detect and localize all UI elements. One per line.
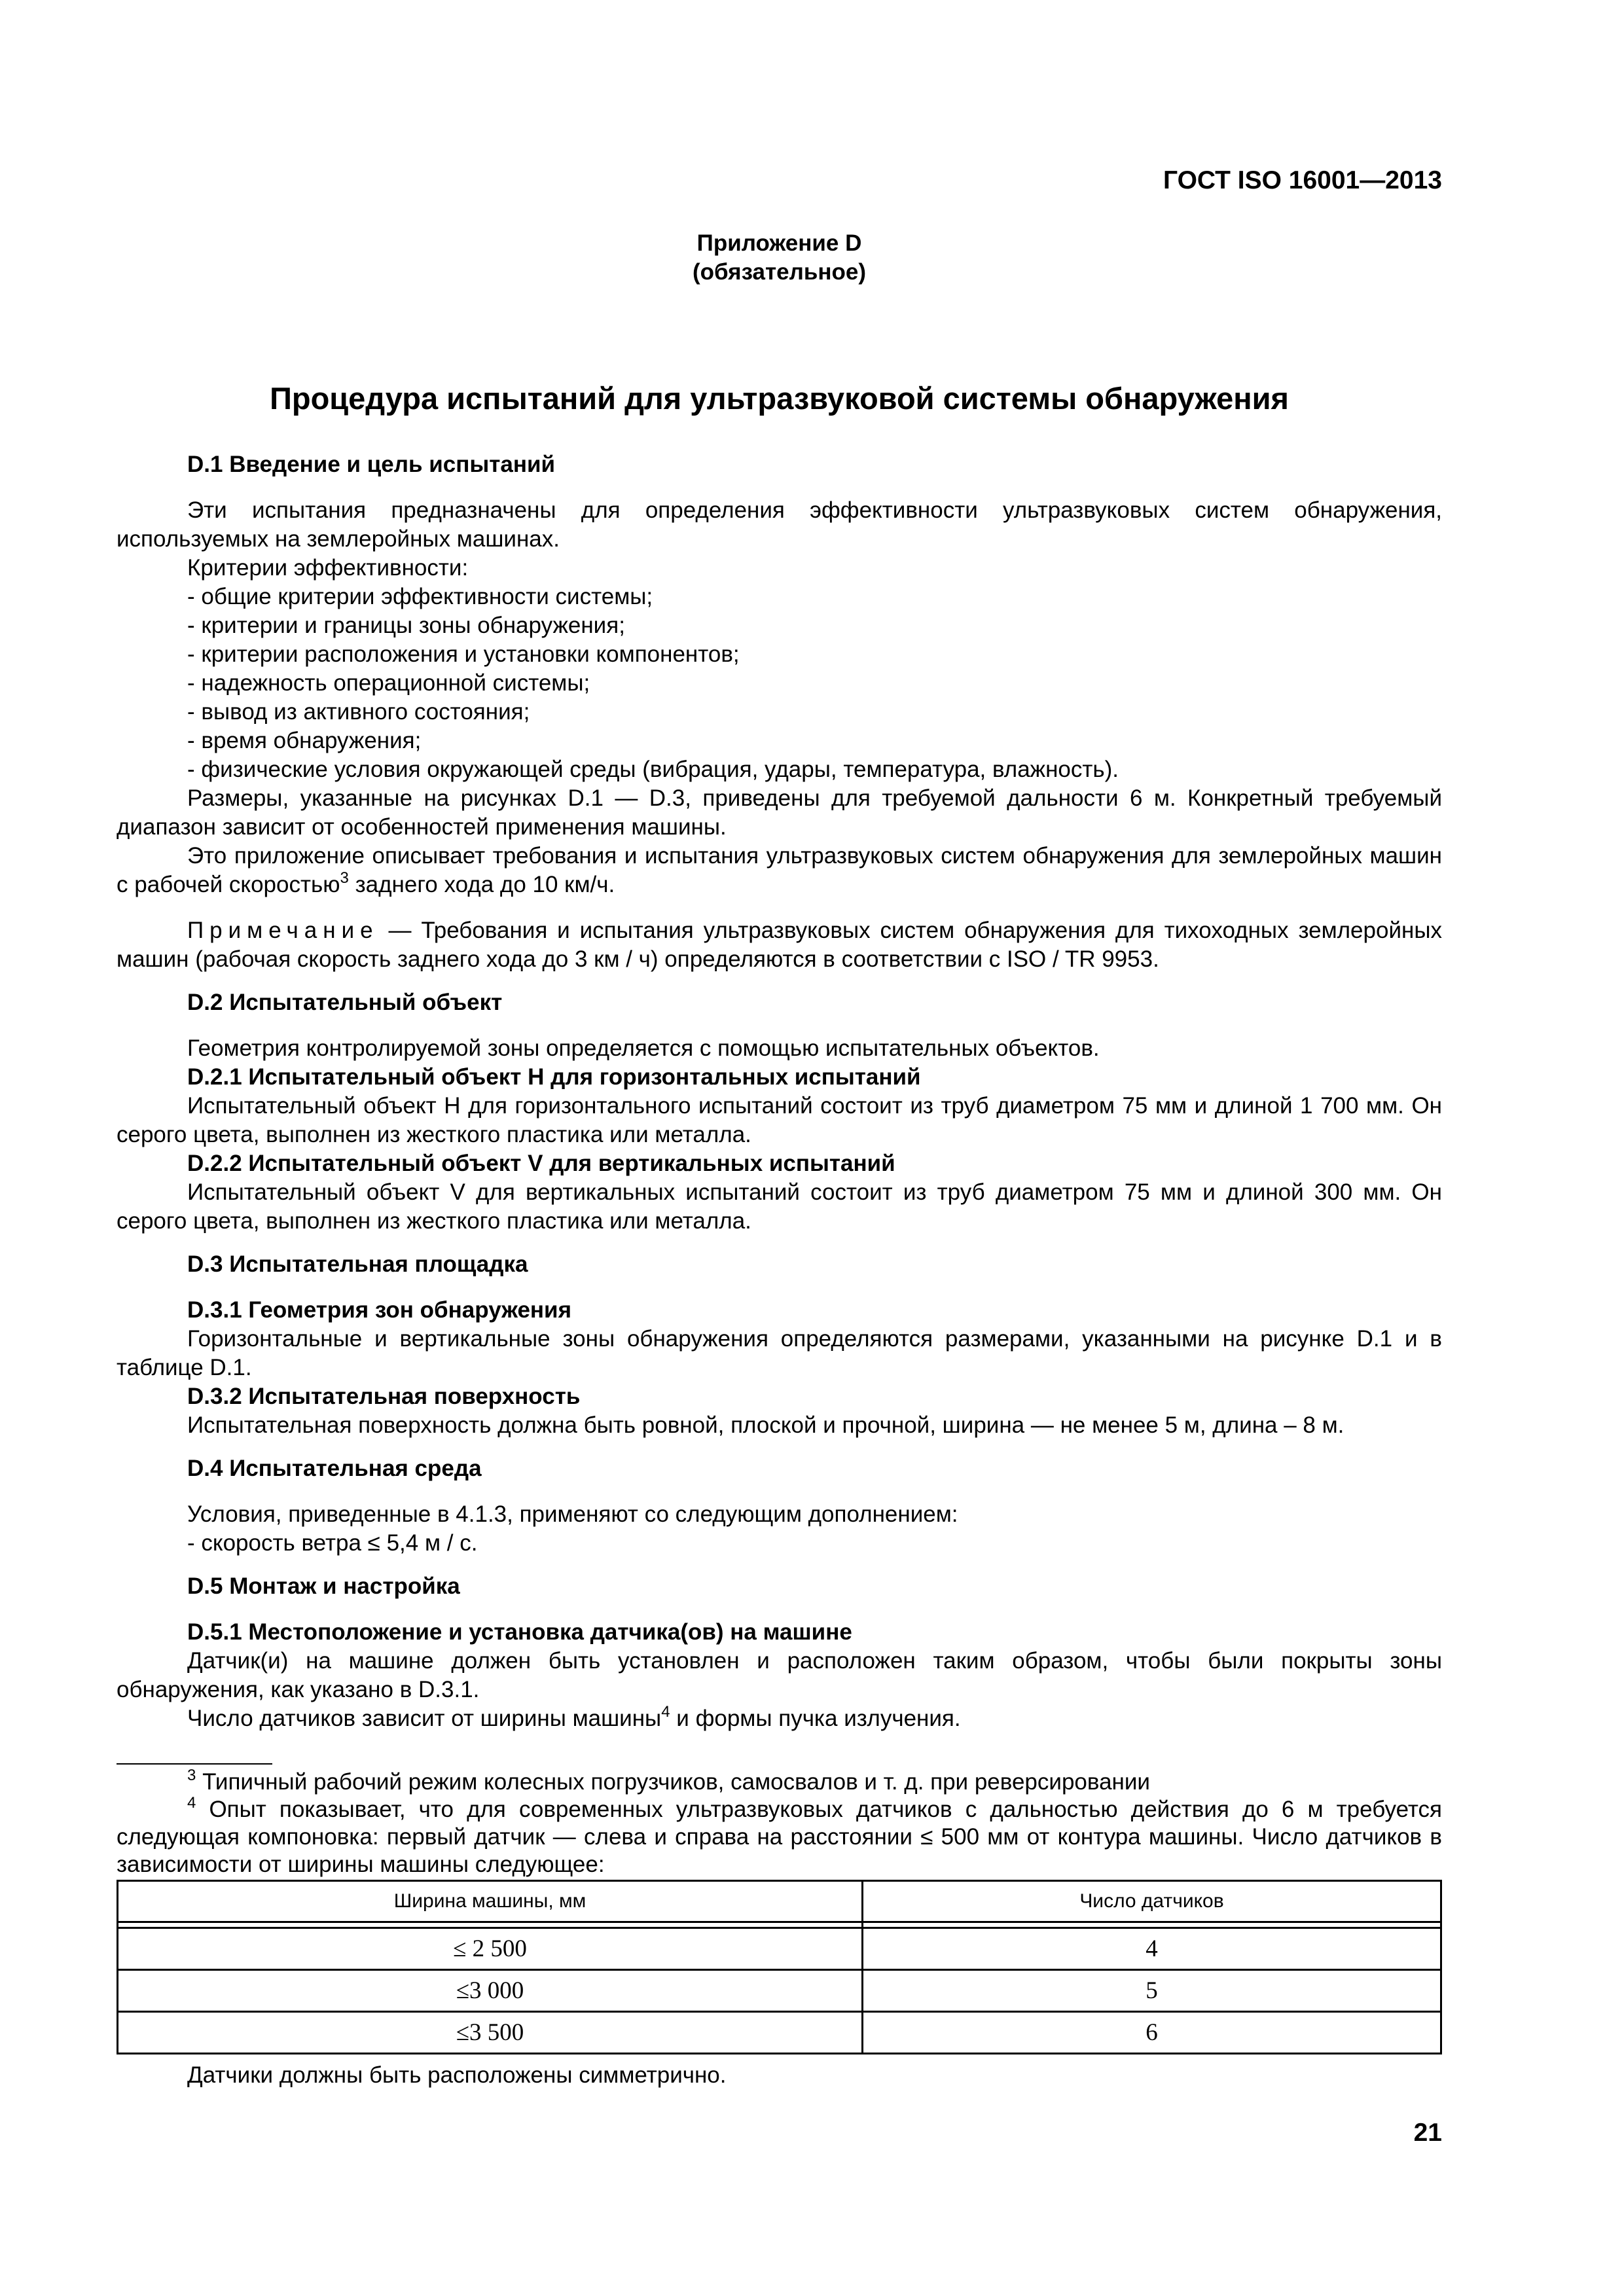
- footnote-text: Опыт показывает, что для современных ультразвуковых датчиков с дальностью действия до 6 м требуется следующая компоновка: первый датчик — слева и справа на расстоянии ≤ 500 мм от контура машины. Число датчиков в зависимости от ширины машины следующее:: [117, 1797, 1442, 1877]
- note: [117, 916, 1442, 974]
- paragraph-text: Число датчиков зависит от ширины машины: [187, 1706, 662, 1731]
- table-cell: ≤ 2 500: [118, 1928, 863, 1970]
- list-item: - время обнаружения;: [187, 728, 422, 753]
- note-label: Примечание: [187, 918, 379, 943]
- table-cell: 4: [863, 1928, 1441, 1970]
- document-body: [117, 446, 1442, 2090]
- sensor-table: [117, 1880, 1442, 2054]
- table-separator: [118, 1922, 1441, 1928]
- footnote-ref: 3: [340, 869, 349, 887]
- list-item: - надежность операционной системы;: [187, 670, 590, 696]
- section-heading-d3: D.3 Испытательная площадка: [187, 1251, 528, 1277]
- paragraph: Испытательный объект V для вертикальных испытаний состоит из труб диаметром 75 мм и длиной 300 мм. Он серого цвета, выполнен из жесткого пластика или металла.: [117, 1179, 1442, 1234]
- list-item: - скорость ветра ≤ 5,4 м / с.: [187, 1530, 478, 1556]
- paragraph: Горизонтальные и вертикальные зоны обнаружения определяются размерами, указанными на рисунке D.1 и в таблице D.1.: [117, 1326, 1442, 1380]
- paragraph: Эти испытания предназначены для определения эффективности ультразвуковых систем обнаружения, используемых на землеройных машинах.: [117, 497, 1442, 552]
- list-item: - критерии расположения и установки компонентов;: [187, 641, 740, 667]
- standard-designation: ГОСТ ISO 16001—2013: [1163, 166, 1442, 194]
- table-cell: ≤3 500: [118, 2012, 863, 2054]
- table-header-cell: Число датчиков: [863, 1881, 1441, 1922]
- paragraph: Датчик(и) на машине должен быть установлен и расположен таким образом, чтобы были покрыты зоны обнаружения, как указано в D.3.1.: [117, 1648, 1442, 1702]
- paragraph: Испытательная поверхность должна быть ровной, плоской и прочной, ширина — не менее 5 м, длина – 8 м.: [187, 1412, 1344, 1438]
- paragraph: Датчики должны быть расположены симметрично.: [187, 2062, 727, 2088]
- paragraph-text: и формы пучка излучения.: [670, 1706, 961, 1731]
- list-item: - общие критерии эффективности системы;: [187, 584, 653, 609]
- subsection-heading-d22: D.2.2 Испытательный объект V для вертикальных испытаний: [187, 1151, 895, 1176]
- annex-title: Приложение D: [696, 230, 862, 256]
- list-item: - физические условия окружающей среды (вибрация, удары, температура, влажность).: [187, 757, 1119, 782]
- paragraph: [117, 1704, 1442, 1733]
- page-number: 21: [1413, 2119, 1442, 2147]
- footnote: [117, 1768, 1442, 1796]
- table-cell: 5: [863, 1970, 1441, 2012]
- subsection-heading-d21: D.2.1 Испытательный объект H для горизонтальных испытаний: [187, 1064, 921, 1090]
- section-heading-d4: D.4 Испытательная среда: [187, 1456, 482, 1481]
- page-title: Процедура испытаний для ультразвуковой системы обнаружения: [270, 381, 1289, 416]
- footnote: [117, 1796, 1442, 1878]
- table-row: [118, 1970, 1441, 2012]
- annex-label: [117, 229, 1442, 287]
- subsection-heading-d51: D.5.1 Местоположение и установка датчика(ов) на машине: [187, 1619, 852, 1645]
- table-cell: ≤3 000: [118, 1970, 863, 2012]
- footnotes: [117, 1768, 1442, 1878]
- footnote-text: Типичный рабочий режим колесных погрузчиков, самосвалов и т. д. при реверсировании: [196, 1769, 1150, 1795]
- subsection-heading-d32: D.3.2 Испытательная поверхность: [187, 1384, 581, 1409]
- criteria-label: Критерии эффективности:: [187, 555, 469, 581]
- paragraph-text: Это приложение описывает требования и испытания ультразвуковых систем обнаружения для землеройных машин с рабочей скоростью: [117, 843, 1442, 897]
- section-heading-d5: D.5 Монтаж и настройка: [187, 1573, 460, 1599]
- table-row: [118, 2012, 1441, 2054]
- list-item: - вывод из активного состояния;: [187, 699, 530, 725]
- paragraph: Испытательный объект H для горизонтального испытаний состоит из труб диаметром 75 мм и длиной 1 700 мм. Он серого цвета, выполнен из жесткого пластика или металла.: [117, 1093, 1442, 1147]
- section-heading-d1: D.1 Введение и цель испытаний: [187, 452, 555, 477]
- footnote-separator: [117, 1763, 272, 1765]
- table-cell: 6: [863, 2012, 1441, 2054]
- paragraph: Размеры, указанные на рисунках D.1 — D.3, приведены для требуемой дальности 6 м. Конкретный требуемый диапазон зависит от особенностей применения машины.: [117, 785, 1442, 840]
- annex-status: (обязательное): [692, 259, 866, 285]
- paragraph: Геометрия контролируемой зоны определяется с помощью испытательных объектов.: [187, 1035, 1100, 1061]
- footnote-number: 4: [187, 1794, 196, 1812]
- footnote-number: 3: [187, 1767, 196, 1784]
- note-text: — Требования и испытания ультразвуковых систем обнаружения для тихоходных землеройных машин (рабочая скорость заднего хода до 3 км / ч) определяются в соответствии с ISO / TR 9953.: [117, 918, 1442, 972]
- paragraph-text: заднего хода до 10 км/ч.: [348, 872, 615, 897]
- paragraph: Условия, приведенные в 4.1.3, применяют со следующим дополнением:: [187, 1501, 958, 1527]
- paragraph: [117, 842, 1442, 899]
- table-header-row: [118, 1881, 1441, 1922]
- footnote-ref: 4: [661, 1703, 670, 1721]
- subsection-heading-d31: D.3.1 Геометрия зон обнаружения: [187, 1297, 571, 1323]
- table-header-cell: Ширина машины, мм: [118, 1881, 863, 1922]
- list-item: - критерии и границы зоны обнаружения;: [187, 613, 625, 638]
- table-row: [118, 1928, 1441, 1970]
- section-heading-d2: D.2 Испытательный объект: [187, 990, 503, 1015]
